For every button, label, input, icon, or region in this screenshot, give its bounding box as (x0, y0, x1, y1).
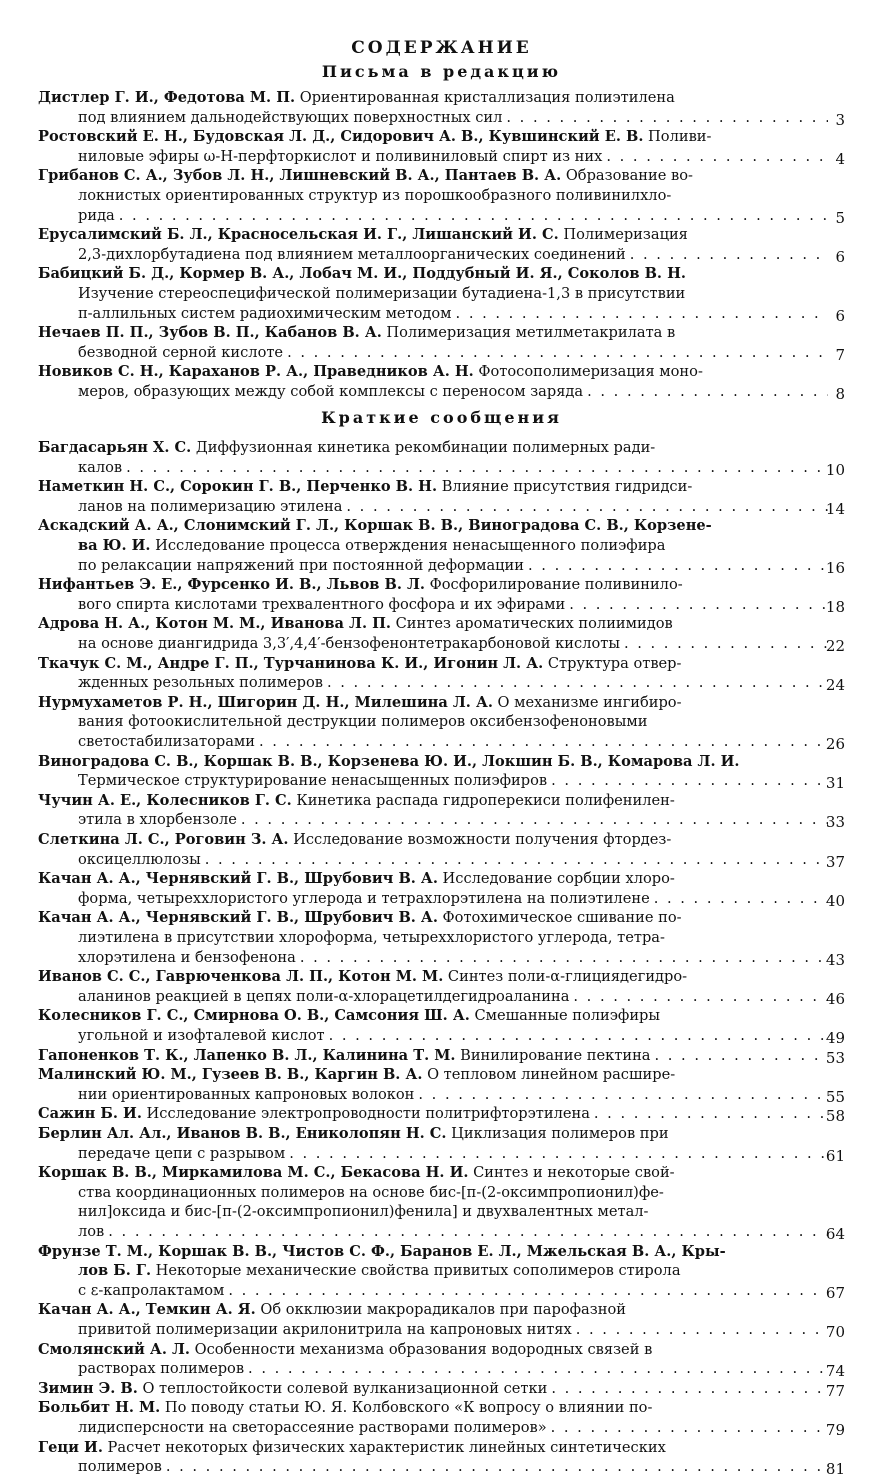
entry-authors: Наметкин Н. С., Сорокин Г. В., Перченко В. Н. (38, 478, 438, 496)
entry-title-part: Об окклюзии макрорадикалов при парофазной (255, 1301, 626, 1319)
entry-title-part: Фосфорилирование поливинило- (425, 576, 683, 594)
entry-title-part: Изучение стереоспецифической полимеризации бутадиена-1,3 в присутствии (78, 284, 686, 302)
leader-dots (651, 1046, 829, 1066)
toc-entry[interactable] (38, 1104, 828, 1124)
page-number: 4 (835, 149, 845, 168)
entry-title-part: меров, образующих между собой комплексы с переносом заряда (78, 382, 584, 400)
entry-title-part: Образование во- (561, 167, 693, 185)
page-number: 49 (825, 1029, 845, 1047)
entry-title-part: Расчет некоторых физических характеристик линейных синтетических (102, 1438, 666, 1456)
entry-title-part: Исследование сорбции хлоро- (437, 870, 675, 888)
leader-dots (122, 458, 828, 478)
entry-title-part: Циклизация полимеров при (446, 1125, 669, 1142)
entry-authors: Иванов С. С., Гаврюченкова Л. П., Котон М. М. (38, 968, 444, 986)
entry-title-part: калов (78, 458, 123, 476)
page-number: 24 (825, 676, 845, 695)
entry-authors: Гапоненков Т. К., Лапенко В. Л., Калинина Т. М. (38, 1046, 456, 1064)
entry-title-part: Термическое структурирование ненасыщенных полиэфиров (78, 772, 548, 790)
leader-dots (547, 1379, 828, 1399)
entry-title-part: По поводу статьи Ю. Я. Колбовского «К вопросу о влиянии по- (160, 1399, 653, 1417)
toc-entry[interactable] (38, 693, 828, 752)
leader-dots (342, 497, 828, 517)
toc-entry[interactable] (38, 614, 828, 653)
page-number: 6 (835, 306, 845, 325)
leader-dots (569, 987, 828, 1007)
entry-authors: Качан А. А., Чернявский Г. В., Шрубович В. А. (38, 909, 438, 927)
leader-dots (626, 245, 828, 265)
leader-dots (237, 810, 828, 830)
toc-entry[interactable] (38, 127, 828, 166)
page-number: 40 (825, 891, 845, 910)
entry-title-part: угольной и изофталевой кислот (78, 1026, 325, 1044)
toc-entry[interactable] (38, 654, 828, 693)
toc-entry[interactable] (38, 1163, 828, 1241)
entry-authors: Слеткина Л. С., Роговин З. А. (38, 831, 289, 848)
leader-dots (502, 108, 828, 128)
entry-title-part: О теплостойкости солевой вулканизационной сетки (137, 1379, 548, 1397)
page-number: 16 (825, 558, 845, 577)
entry-authors: Нурмухаметов Р. Н., Шигорин Д. Н., Милешина Л. А. (38, 693, 493, 711)
entry-title-part: локнистых ориентированных структур из порошкообразного поливинилхло- (78, 186, 672, 204)
entry-title-part: Полимеризация метилметакрилата в (381, 324, 676, 342)
toc-entry[interactable] (38, 1124, 828, 1163)
toc-entry[interactable] (38, 1438, 828, 1477)
entry-title-part: лидисперсности на светорассеяние растворами полимеров» (78, 1418, 547, 1436)
entry-title-part: Кинетика распада гидроперекиси полифенилен- (291, 791, 675, 809)
page-number: 70 (825, 1323, 845, 1341)
page-number: 46 (825, 989, 845, 1008)
leader-dots (583, 382, 828, 402)
entry-authors: Больбит Н. М. (38, 1399, 161, 1417)
toc-entry[interactable] (38, 516, 828, 575)
toc-entry[interactable] (38, 830, 828, 869)
page-number: 37 (825, 852, 845, 871)
entry-authors: Ростовский Е. Н., Будовская Л. Д., Сидорович А. В., Кувшинский Е. В. (38, 128, 644, 146)
entry-title-part: нии ориентированных капроновых волокон (78, 1085, 415, 1103)
entry-title-part: Некоторые механические свойства привитых сополимеров стирола (151, 1262, 681, 1280)
leader-dots (452, 304, 828, 324)
leader-dots (524, 556, 828, 576)
entry-title-part: светостабилизаторами (78, 732, 255, 750)
page-number: 77 (825, 1381, 845, 1400)
leader-dots (650, 889, 828, 909)
toc-entry[interactable] (38, 1300, 828, 1339)
toc-entry[interactable] (38, 1398, 828, 1437)
toc-entry[interactable] (38, 1065, 828, 1104)
entry-authors: Дистлер Г. И., Федотова М. П. (38, 89, 296, 106)
entry-authors: Смолянский А. Л. (38, 1340, 190, 1358)
section-heading-short: Краткие сообщения (321, 408, 562, 427)
toc-entry[interactable] (38, 967, 828, 1006)
page-number: 74 (825, 1362, 845, 1381)
entry-title-part: π-аллильных систем радиохимическим методом (78, 304, 452, 322)
entry-title-part: полимеров (78, 1458, 162, 1476)
leader-dots (201, 850, 828, 870)
entry-authors: Грибанов С. А., Зубов Л. Н., Лишневский В. А., Пантаев В. А. (38, 167, 562, 185)
leader-dots (565, 595, 828, 615)
leader-dots (296, 948, 828, 968)
leader-dots (590, 1104, 828, 1124)
entry-title-part: нил]оксида и бис-[п-(2-оксимпропионил)фенила] и двухвалентных метал- (78, 1203, 649, 1221)
entry-title-part: Смешанные полиэфиры (469, 1007, 661, 1025)
leader-dots (283, 343, 828, 363)
entry-authors: Нечаев П. П., Зубов В. П., Кабанов В. А. (38, 324, 382, 342)
entry-title-part: форма, четыреххлористого углерода и тетрахлорэтилена на полиэтилене (78, 889, 650, 907)
entry-title-part: растворах полимеров (78, 1360, 245, 1378)
page-number: 53 (825, 1048, 845, 1067)
leader-dots (244, 1359, 828, 1379)
toc-entry[interactable] (38, 264, 828, 323)
toc-entry[interactable] (38, 362, 828, 401)
toc-entry[interactable] (38, 1379, 828, 1399)
entry-title-part: рида (78, 206, 115, 224)
toc-entry[interactable] (38, 166, 828, 225)
page-number: 8 (835, 385, 845, 403)
entry-authors: Багдасарьян Х. С. (38, 439, 192, 456)
page-number: 26 (825, 735, 845, 753)
entry-title-part: Исследование процесса отверждения ненасыщенного полиэфира (150, 536, 666, 554)
entry-authors: Ткачук С. М., Андре Г. П., Турчанинова К. И., Игонин Л. А. (38, 654, 544, 672)
entry-title-part: О тепловом линейном расшире- (422, 1066, 676, 1084)
leader-dots (224, 1281, 828, 1301)
toc-entry[interactable] (38, 1046, 828, 1066)
entry-title-part: хлорэтилена и бензофенона (78, 948, 296, 966)
page-number: 64 (825, 1225, 845, 1243)
page-number: 7 (835, 345, 845, 364)
entry-title-part: на основе диангидрида 3,3′,4,4′-бензофенонтетракарбоновой кислоты (78, 634, 620, 652)
toc-entry[interactable] (38, 752, 828, 791)
entry-title-part: Диффузионная кинетика рекомбинации полимерных ради- (191, 439, 656, 456)
toc-entry[interactable] (38, 88, 828, 127)
leader-dots (285, 1144, 828, 1164)
entry-authors: Чучин А. Е., Колесников Г. С. (38, 791, 292, 809)
entry-title-part: вого спирта кислотами трехвалентного фосфора и их эфирами (78, 595, 566, 613)
entry-title-part: Ориентированная кристаллизация полиэтилена (295, 89, 675, 106)
entry-title-part: Структура отвер- (543, 654, 682, 672)
entry-authors: Малинский Ю. М., Гузеев В. В., Каргин В. А. (38, 1066, 423, 1084)
entry-title-part: Синтез поли-α-глициядегидро- (443, 968, 688, 986)
toc-entry[interactable] (38, 225, 828, 264)
entry-title-part: аланинов реакцией в цепях поли-α-хлорацетилдегидроаланина (78, 987, 570, 1005)
entry-authors-cont: лов Б. Г. (78, 1262, 152, 1280)
leader-dots (547, 771, 828, 791)
entry-authors: Берлин Ал. Ал., Иванов В. В., Ениколопян Н. С. (38, 1125, 447, 1142)
page-number: 67 (825, 1283, 845, 1302)
entry-title-part: Исследование возможности получения фтордез- (288, 831, 672, 848)
entry-title-part: вания фотоокислительной деструкции полимеров оксибензофеноновыми (78, 713, 648, 731)
page-number: 43 (825, 950, 845, 969)
page-number: 81 (825, 1460, 845, 1478)
entry-authors: Адрова Н. А., Котон М. М., Иванова Л. П. (38, 615, 391, 633)
toc-entry[interactable] (38, 1340, 828, 1379)
entry-title-part: лов (78, 1222, 105, 1240)
entry-authors: Аскадский А. А., Слонимский Г. Л., Коршак В. В., Виноградова С. В., Корзене- (38, 517, 712, 535)
entry-title-part: передаче цепи с разрывом (78, 1144, 286, 1162)
entry-authors: Качан А. А., Темкин А. Я. (38, 1301, 256, 1319)
entry-title-part: этила в хлорбензоле (78, 811, 237, 829)
toc-entry[interactable] (38, 575, 828, 614)
toc-entry[interactable] (38, 869, 828, 908)
toc-entry[interactable] (38, 791, 828, 830)
entry-title-part: Исследование электропроводности политрифторэтилена (141, 1105, 590, 1123)
entry-authors: Зимин Э. В. (38, 1379, 138, 1397)
entry-authors: Бабицкий Б. Д., Кормер В. А., Лобач М. И., Поддубный И. Я., Соколов В. Н. (38, 265, 686, 283)
entry-authors: Нифантьев Э. Е., Фурсенко И. В., Львов В. Л. (38, 576, 426, 594)
entry-title-part: Синтез ароматических полиимидов (390, 615, 673, 633)
page-number: 33 (825, 813, 845, 832)
entry-authors: Коршак В. В., Миркамилова М. С., Бекасова Н. И. (38, 1164, 469, 1182)
toc-entry[interactable] (38, 438, 828, 477)
entry-authors: Колесников Г. С., Смирнова О. В., Самсония Ш. А. (38, 1007, 470, 1025)
page-number: 22 (825, 637, 845, 655)
entry-authors: Фрунзе Т. М., Коршак В. В., Чистов С. Ф., Баранов Е. Л., Мжельская В. А., Кры- (38, 1242, 726, 1260)
leader-dots (104, 1222, 828, 1242)
entry-title-part: Синтез и некоторые свой- (468, 1164, 675, 1182)
section-heading-letters: Письма в редакцию (321, 62, 562, 81)
toc-entry[interactable] (38, 1006, 828, 1045)
page-number: 55 (825, 1087, 845, 1106)
page-number: 61 (825, 1146, 845, 1165)
entry-title-part: Влияние присутствия гидридси- (437, 478, 693, 496)
toc-entry[interactable] (38, 908, 828, 967)
entry-title-part: привитой полимеризации акрилонитрила на капроновых нитях (78, 1320, 572, 1338)
leader-dots (255, 732, 828, 752)
toc-entry[interactable] (38, 1242, 828, 1301)
entry-title-part: О механизме ингибиро- (492, 693, 682, 711)
entry-authors: Сажин Б. И. (38, 1105, 142, 1123)
entry-authors-cont: ва Ю. И. (78, 536, 151, 554)
entry-title-part: ниловые эфиры ω-Н-перфторкислот и поливиниловый спирт из них (78, 147, 603, 165)
page-number: 6 (835, 247, 845, 266)
entry-title-part: жденных резольных полимеров (78, 674, 323, 692)
entry-authors: Новиков С. Н., Караханов Р. А., Праведников А. Н. (38, 363, 474, 381)
page-title: СОДЕРЖАНИЕ (351, 38, 532, 58)
page-number: 31 (825, 774, 845, 793)
entry-title-part: 2,3-дихлорбутадиена под влиянием металлоорганических соединений (78, 245, 626, 263)
entry-title-part: Фотохимическое сшивание по- (437, 909, 682, 927)
entry-authors: Ерусалимский Б. Л., Красносельская И. Г., Лишанский И. С. (38, 226, 559, 244)
entry-title-part: ланов на полимеризацию этилена (78, 497, 343, 515)
entry-title-part: оксицеллюлозы (78, 850, 201, 868)
page-number: 5 (835, 208, 845, 227)
leader-dots (602, 147, 828, 167)
leader-dots (620, 634, 828, 654)
entry-title-part: Винилирование пектина (455, 1046, 651, 1064)
entry-authors: Виноградова С. В., Коршак В. В., Корзенева Ю. И., Локшин Б. В., Комарова Л. И. (38, 752, 740, 770)
page-number: 18 (825, 597, 845, 616)
entry-authors: Качан А. А., Чернявский Г. В., Шрубович В. А. (38, 870, 438, 888)
entry-title-part: Полимеризация (558, 226, 688, 244)
page-number: 10 (825, 460, 845, 479)
leader-dots (572, 1320, 828, 1340)
entry-title-part: по релаксации напряжений при постоянной деформации (78, 556, 525, 574)
entry-authors: Геци И. (38, 1438, 103, 1456)
page-number: 3 (835, 110, 845, 129)
entry-title-part: лиэтилена в присутствии хлороформа, четыреххлористого углерода, тетра- (78, 928, 665, 946)
entry-title-part: под влиянием дальнодействующих поверхностных сил (78, 108, 503, 126)
page-number: 79 (825, 1421, 845, 1439)
leader-dots (323, 673, 828, 693)
page-number: 14 (825, 499, 845, 518)
leader-dots (115, 206, 828, 226)
toc-entry[interactable] (38, 323, 828, 362)
entry-title-part: с ε-капролактамом (78, 1281, 225, 1299)
toc-entry[interactable] (38, 477, 828, 516)
entry-title-part: Особенности механизма образования водородных связей в (189, 1340, 653, 1358)
leader-dots (547, 1418, 828, 1438)
entry-title-part: Фотосополимеризация моно- (473, 363, 703, 381)
leader-dots (325, 1026, 828, 1046)
entry-title-part: безводной серной кислоте (78, 343, 284, 361)
entry-title-part: ства координационных полимеров на основе бис-[п-(2-оксимпропионил)фе- (78, 1183, 664, 1201)
leader-dots (162, 1457, 828, 1477)
page-number: 58 (825, 1107, 845, 1126)
leader-dots (414, 1085, 828, 1105)
entry-title-part: Поливи- (643, 128, 712, 146)
